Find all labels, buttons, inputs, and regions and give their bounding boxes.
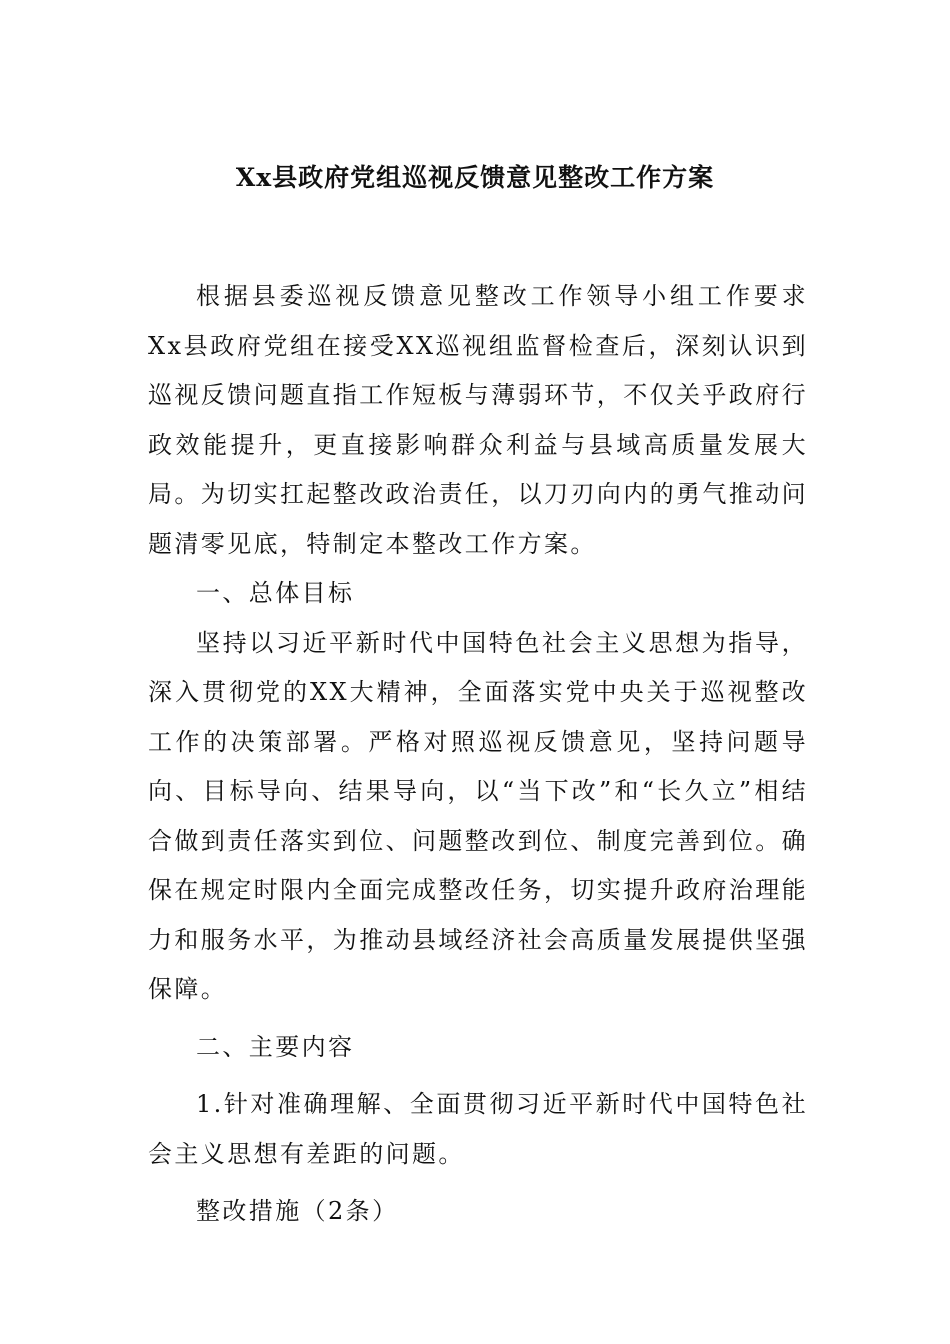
document-title: Xx县政府党组巡视反馈意见整改工作方案	[235, 163, 715, 192]
section-heading-main-content: 二、主要内容	[196, 1032, 355, 1061]
section-heading-overall-goal: 一、总体目标	[196, 579, 355, 607]
overall-goal-paragraph: 坚持以习近平新时代中国特色社会主义思想为指导，深入贯彻党的XX大精神，全面落实党中央关于巡视整改工作的决策部署。严格对照巡视反馈意见，坚持问题导向、目标导向、结果导向，以“当下改”和“长久立”相结合做到责任落实到位、问题整改到位、制度完善到位。确保在规定时限内全面完成整改任务，切实提升政府治理能力和服务水平，为推动县域经济社会高质量发展提供坚强保障。	[148, 628, 808, 1003]
document-body	[148, 272, 808, 1237]
rectification-measures-heading: 整改措施（2条）	[196, 1197, 399, 1225]
paragraph-spacer	[148, 1015, 808, 1023]
paragraph-spacer	[148, 1072, 808, 1080]
item-1-paragraph: 1.针对准确理解、全面贯彻习近平新时代中国特色社会主义思想有差距的问题。	[148, 1090, 808, 1168]
paragraph-spacer	[148, 1179, 808, 1187]
intro-paragraph: 根据县委巡视反馈意见整改工作领导小组工作要求Xx县政府党组在接受XX巡视组监督检查后，深刻认识到巡视反馈问题直指工作短板与薄弱环节，不仅关乎政府行政效能提升，更直接影响群众利益与县域高质量发展大局。为切实扛起整改政治责任，以刀刃向内的勇气推动问题清零见底，特制定本整改工作方案。	[148, 282, 808, 558]
